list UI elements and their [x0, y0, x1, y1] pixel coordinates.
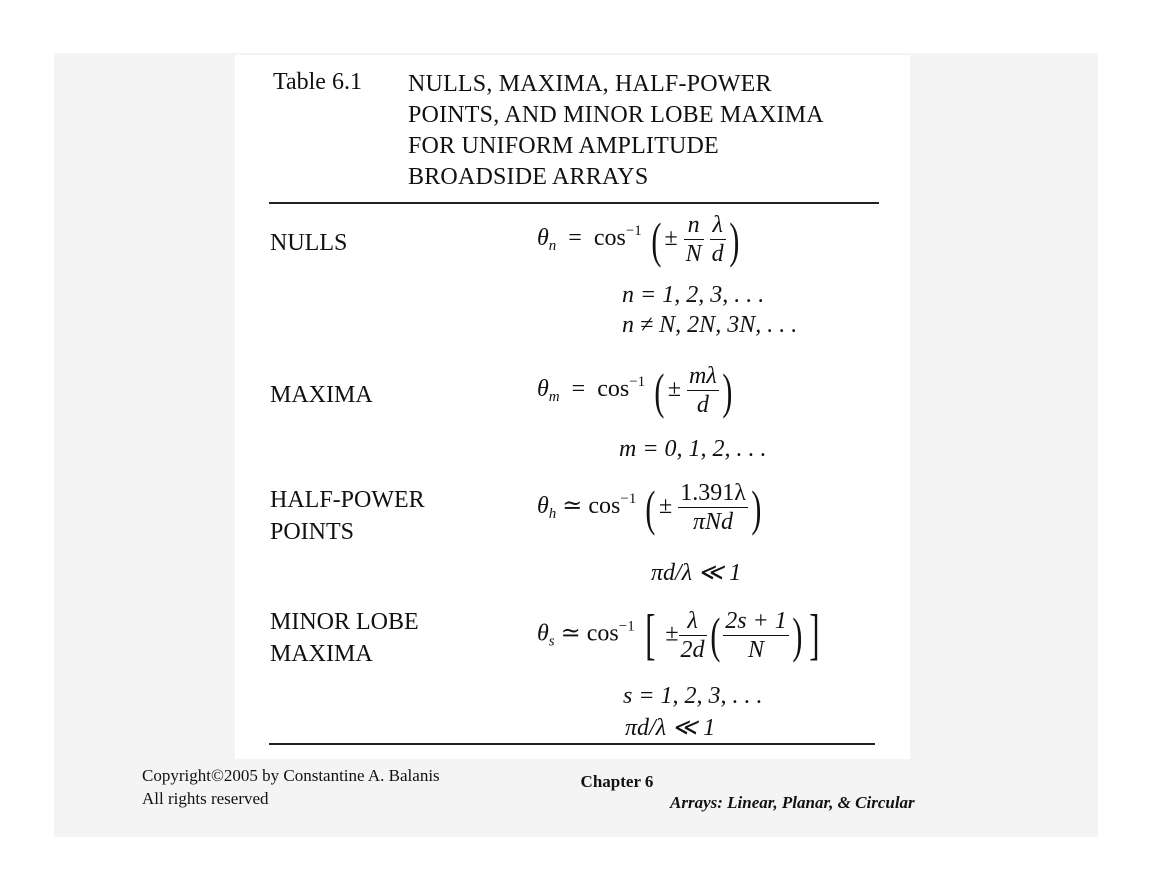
slide: Table 6.1 NULLS, MAXIMA, HALF-POWER POINTS, AND MINOR LOBE MAXIMA FOR UNIFORM AMPLITUDE BROADSIDE ARRAYS NULLS $\theta_n = \cos^{-1}$ ( ± $\frac{n}{N}$ $\frac{\lambda}{d}$ ) n = 1, 2, 3, . . . n ≠ N, 2N, 3N, . . . MAXIMA $\theta_m = \cos^{-1}$ ( ± $\frac{m\lambda}{d}$ ) m = 0, 1, 2, . . . HALF-POWER POINTS $\theta_h$ ≃ $\cos^{-1}$ ( ± $\frac{1.391\lambda}{\text{πNd}}$ ) πd/λ ≪ 1 MINOR LOBE MAXIMA $\theta_s$ ≃ $\cos^{-1}$ [ ± $\frac{\lambda}{2d}$ ( $\frac{2s + 1}{N}$ ) ] s = 1, 2, 3, . . . πd/λ ≪ 1 Copyright©2005 by Constantine A. Balanis All rights reserved Chapter 6 Arrays: Linear, Planar, & Circular — [54, 53, 1098, 837]
condition-maxima-1: m = 0, 1, 2, . . . — [619, 436, 767, 462]
condition-nulls-2: n ≠ N, 2N, 3N, . . . — [622, 312, 798, 338]
table-title-line: FOR UNIFORM AMPLITUDE — [408, 133, 719, 159]
condition-nulls-1: n = 1, 2, 3, . . . — [622, 282, 765, 308]
formula-minor-lobe: $\theta_s$ ≃ $\cos^{-1}$ [ ± $\frac{\lambda}{2d}$ ( $\frac{2s + 1}{N}$ ) ] — [537, 604, 820, 666]
row-label-minor-lobe: MINOR LOBE MAXIMA — [270, 609, 419, 667]
table-title-line: POINTS, AND MINOR LOBE MAXIMA — [408, 102, 824, 128]
row-label-nulls: NULLS — [270, 230, 348, 256]
formula-maxima: $\theta_m = \cos^{-1}$ ( ± $\frac{m\lambda}{d}$ ) — [537, 362, 733, 419]
bottom-rule — [269, 743, 875, 745]
condition-minor-lobe-1: s = 1, 2, 3, . . . — [623, 683, 763, 709]
table-title — [408, 69, 824, 193]
table-title-line: NULLS, MAXIMA, HALF-POWER — [408, 71, 772, 97]
formula-half-power: $\theta_h$ ≃ $\cos^{-1}$ ( ± $\frac{1.391\lambda}{\text{πNd}}$ ) — [537, 479, 762, 536]
table-scan — [235, 55, 910, 759]
table-label: Table 6.1 — [273, 69, 362, 95]
row-label-half-power: HALF-POWER POINTS — [270, 487, 425, 545]
row-label-maxima: MAXIMA — [270, 382, 373, 408]
condition-minor-lobe-2: πd/λ ≪ 1 — [625, 715, 716, 741]
top-rule — [269, 202, 879, 204]
chapter-subtitle: Arrays: Linear, Planar, & Circular — [670, 793, 915, 812]
condition-half-power-1: πd/λ ≪ 1 — [651, 560, 742, 586]
formula-nulls: $\theta_n = \cos^{-1}$ ( ± $\frac{n}{N}$ $\frac{\lambda}{d}$ ) — [537, 211, 739, 268]
copyright-notice: Copyright©2005 by Constantine A. Balanis All rights reserved — [142, 766, 440, 808]
table-title-line: BROADSIDE ARRAYS — [408, 164, 649, 190]
